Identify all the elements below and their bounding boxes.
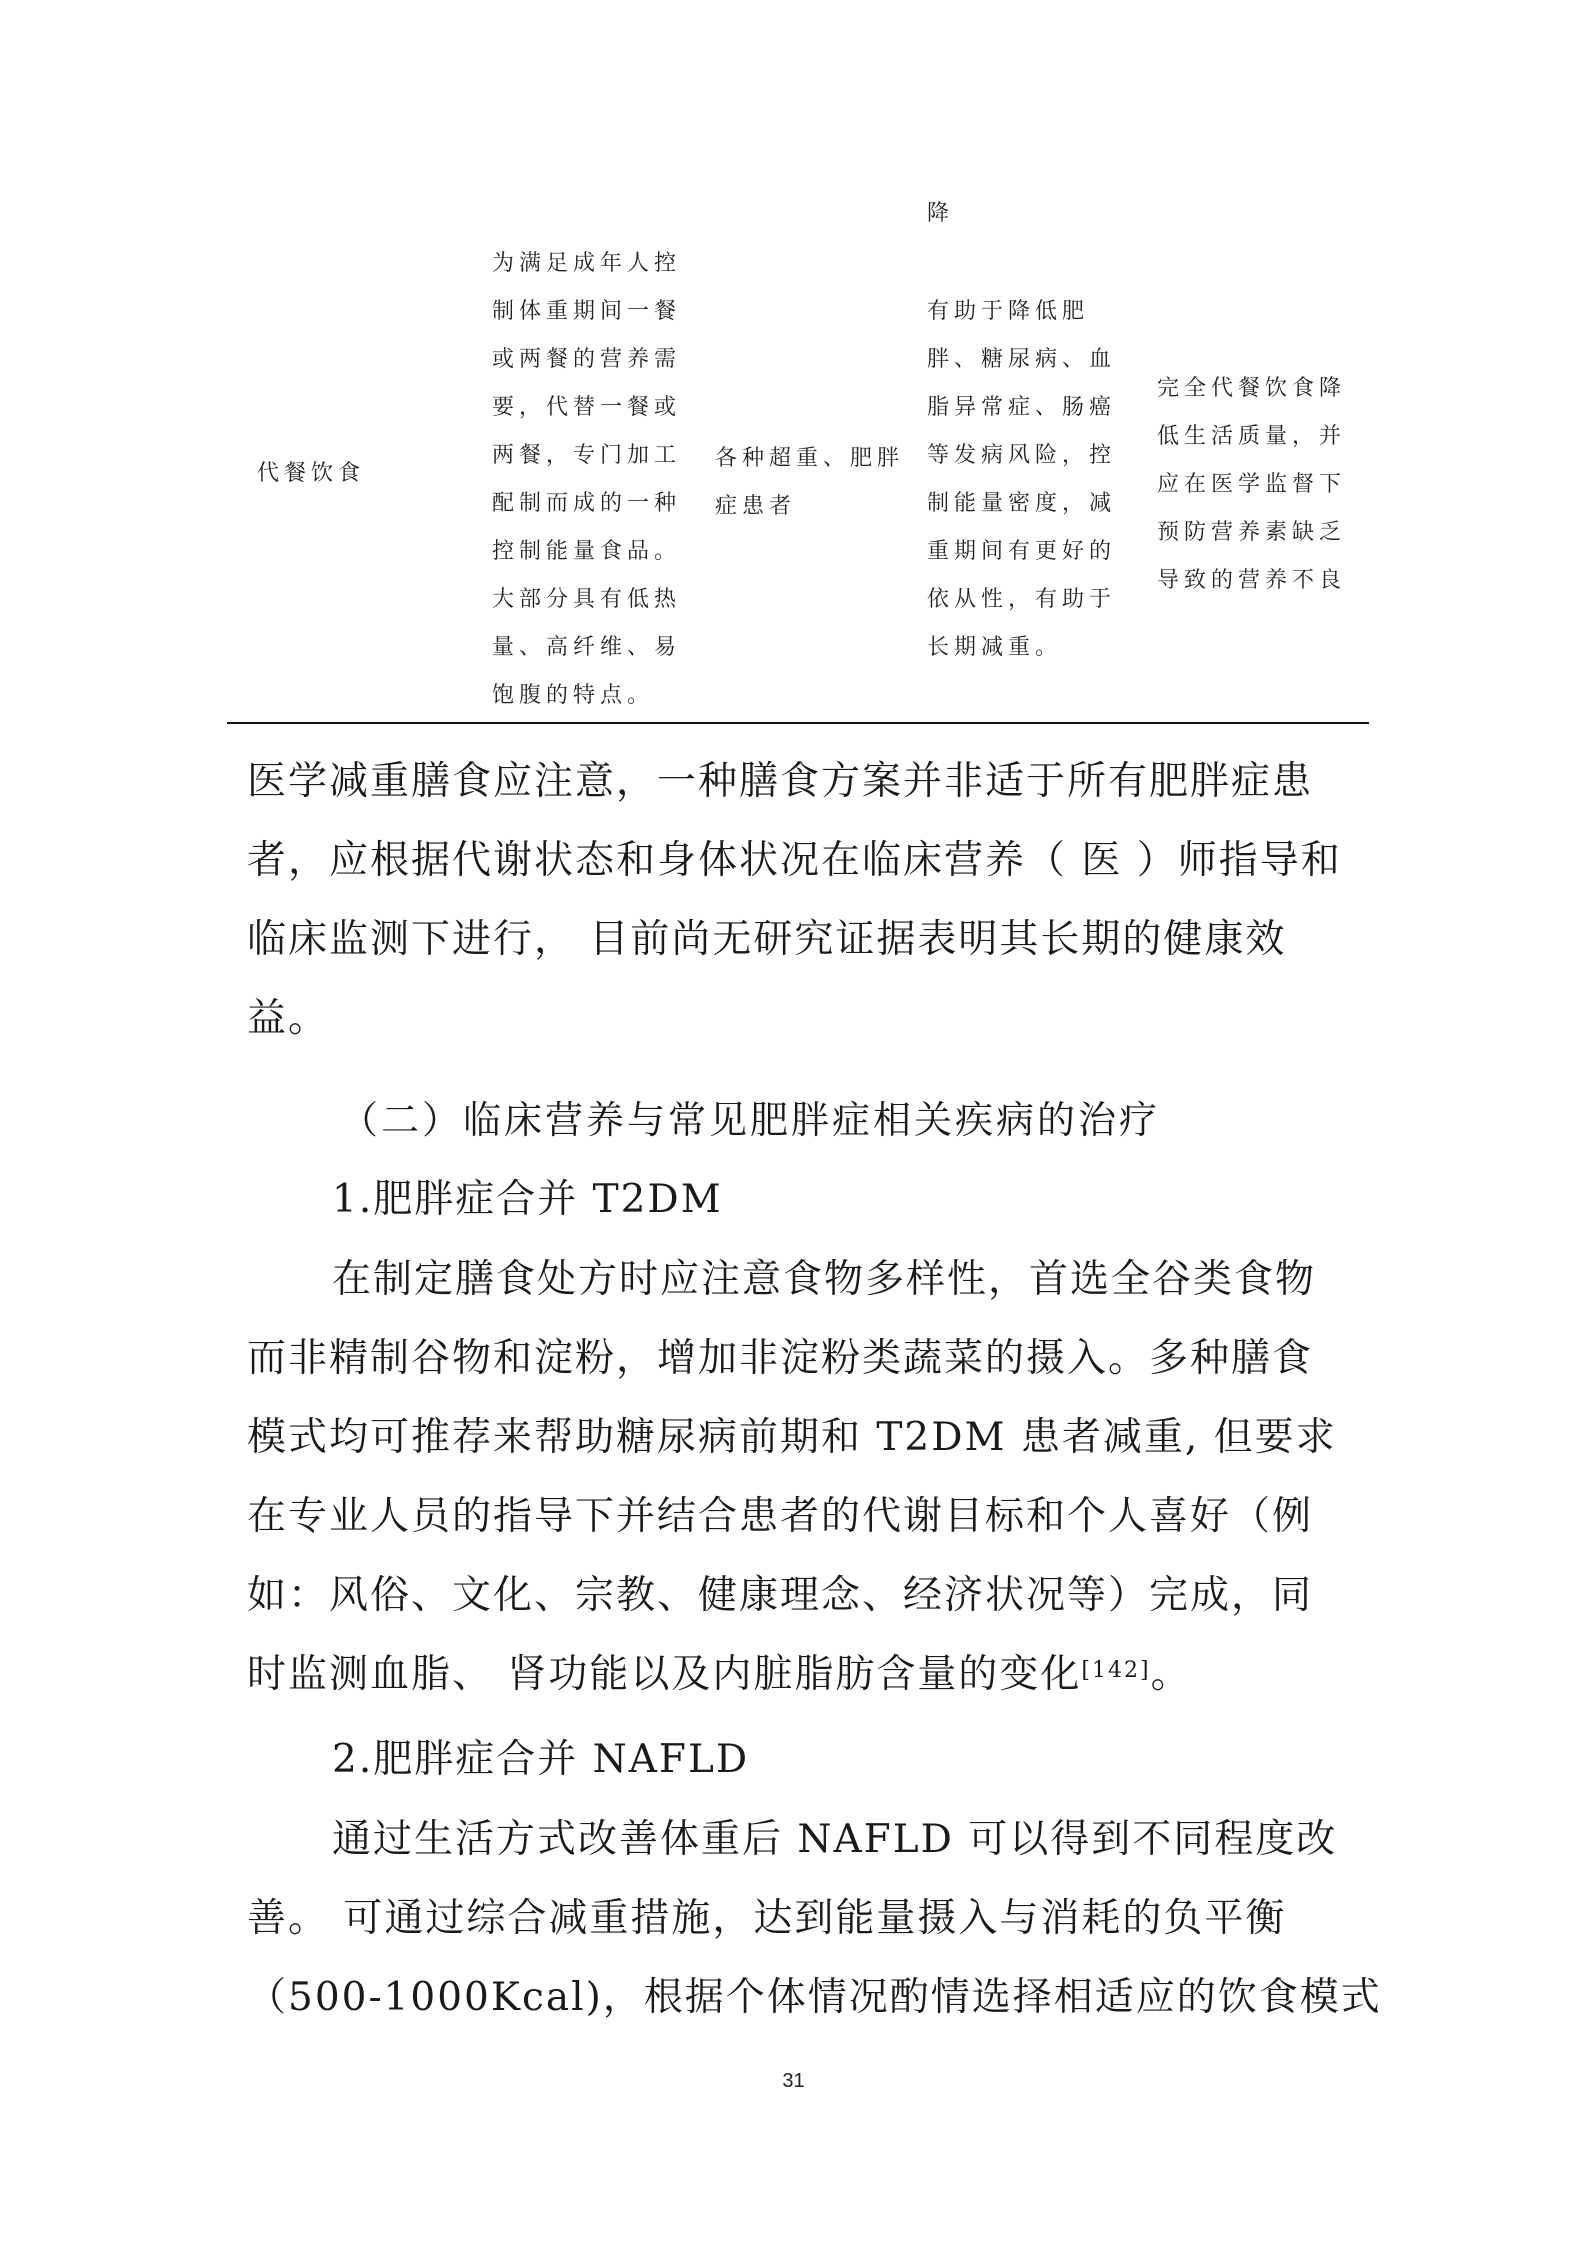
table-cell-effect-continued: 降 [927,201,955,226]
table-bottom-rule [227,722,1369,724]
citation-ref: [142] [1081,1658,1151,1683]
paragraph-diet-notice: 医学减重膳食应注意，一种膳食方案并非适于所有肥胖症患 者，应根据代谢状态和身体状况在临床营养（ 医 ）师指导和 临床监测下进行， 目前尚无研究证据表明其长期的健康效 益。 [247,759,1342,1041]
table-cell-diet-name: 代餐饮食 [257,461,366,486]
subsection-title-nafld: 2.肥胖症合并 NAFLD [332,1737,750,1782]
table-cell-effect: 有助于降低肥 胖、糖尿病、血 脂异常症、肠癌 等发病风险，控 制能量密度，减 重期间有更好的 依从性，有助于 长期减重。 [927,299,1117,660]
paragraph-nafld: 通过生活方式改善体重后 NAFLD 可以得到不同程度改 善。 可通过综合减重措施，达到能量摄入与消耗的负平衡 （500-1000Kcal)，根据个体情况酌情选择相适应的饮食模式 [247,1817,1382,2020]
table-cell-definition: 为满足成年人控 制体重期间一餐 或两餐的营养需 要，代替一餐或 两餐，专门加工 配制而成的一种 控制能量食品。 大部分具有低热 量、高纤维、易 饱腹的特点。 [492,251,682,708]
subsection-title-t2dm: 1.肥胖症合并 T2DM [332,1177,723,1222]
diet-table-fragment [227,190,1367,730]
page-number: 31 [782,2070,805,2092]
table-cell-risk: 完全代餐饮食降 低生活质量，并 应在医学监督下 预防营养素缺乏 导致的营养不良 [1157,376,1347,593]
section-heading: （二）临床营养与常见肥胖症相关疾病的治疗 [340,1098,1161,1142]
paragraph-t2dm: 在制定膳食处方时应注意食物多样性，首选全谷类食物 而非精制谷物和淀粉，增加非淀粉类蔬菜的摄入。多种膳食 模式均可推荐来帮助糖尿病前期和 T2DM 患者减重, 但要求 在专业人员的指导下并结合患者的代谢目标和个人喜好（例 如：风俗、文化、宗教、健康理念、经济状况等）完成，同 时监测血脂、 肾功能以及内脏脂肪含量的变化[142]。 [247,1257,1337,1697]
table-cell-target-population: 各种超重、肥胖 症患者 [715,446,905,519]
